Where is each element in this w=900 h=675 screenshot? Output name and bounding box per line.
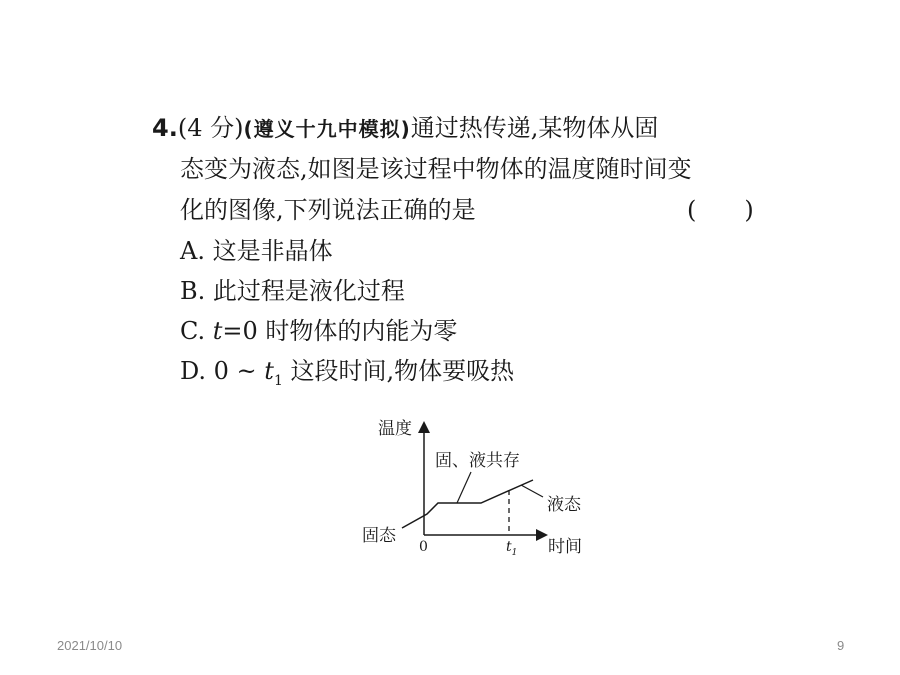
footer-date: 2021/10/10 [57, 638, 123, 653]
question-number: 4. [152, 114, 178, 142]
question-source: (遵义十九中模拟) [243, 117, 411, 141]
option-c-text: =0 时物体的内能为零 [222, 317, 458, 345]
option-b-text: B. 此过程是液化过程 [180, 277, 405, 305]
option-c-variable: t [212, 317, 223, 345]
question-line-2 [180, 149, 692, 189]
question-score: (4 分) [177, 114, 244, 142]
y-axis-label: 温度 [378, 419, 412, 439]
option-d-text: 这段时间,物体要吸热 [282, 357, 515, 385]
t1-label: $t_1$ [506, 539, 518, 558]
liquid-phase-label: 液态 [547, 495, 581, 515]
question-text-3: 化的图像,下列说法正确的是 [180, 196, 476, 224]
mixed-label-pointer [457, 472, 471, 503]
page-number: 9 [837, 638, 845, 653]
question-text-1: 通过热传递,某物体从固 [410, 114, 659, 142]
option-c-prefix: C. [180, 317, 213, 345]
question-line-3 [180, 190, 476, 230]
mixed-phase-label: 固、液共存 [435, 451, 520, 471]
liquid-label-pointer [521, 485, 543, 497]
temperature-curve [402, 480, 533, 528]
temperature-time-chart [355, 410, 615, 570]
solid-phase-label: 固态 [362, 526, 396, 546]
question-line-1 [152, 108, 658, 149]
question-text-2: 态变为液态,如图是该过程中物体的温度随时间变 [180, 155, 692, 183]
x-axis-label: 时间 [548, 537, 582, 557]
option-b[interactable] [180, 271, 405, 311]
option-c[interactable] [180, 311, 457, 351]
origin-label: 0 [419, 539, 428, 555]
option-a-text: A. 这是非晶体 [180, 237, 333, 265]
option-d[interactable] [180, 351, 514, 401]
option-d-variable: t [264, 357, 274, 385]
option-d-prefix: D. 0 ~ [180, 357, 265, 385]
answer-parentheses: ( ) [687, 196, 754, 224]
option-a[interactable] [180, 231, 333, 271]
option-d-subscript: 1 [273, 372, 283, 389]
